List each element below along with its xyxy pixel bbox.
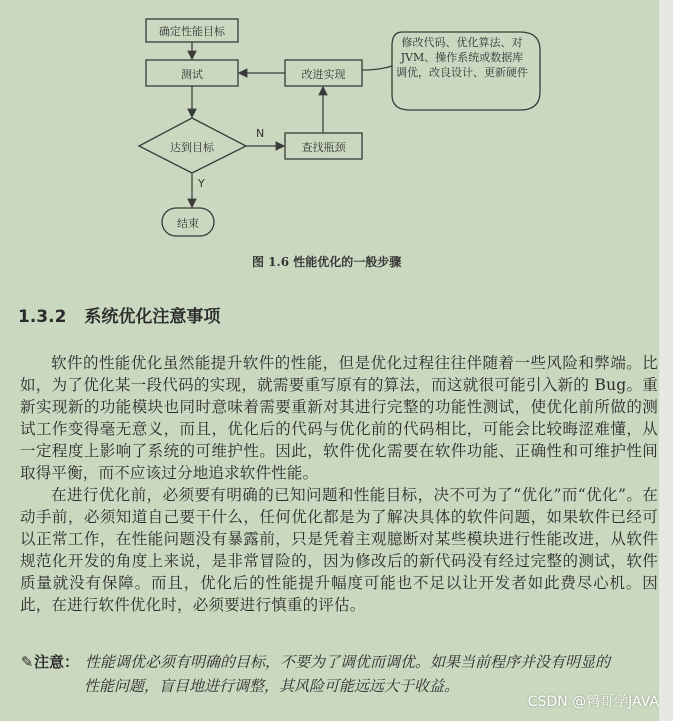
watermark: CSDN @鸨哥学JAVA bbox=[527, 694, 659, 710]
note-prefix-label: 注意： bbox=[34, 653, 80, 671]
node-end-label: 结束 bbox=[177, 217, 199, 230]
note-line-2: 性能问题，盲目地进行调整，其风险可能远远大于收益。 bbox=[84, 677, 460, 695]
improve-bubble-text: 修改代码、优化算法、对 JVM、操作系统或数据库调优，改良设计、更新硬件 bbox=[396, 36, 528, 79]
pencil-icon: ✎ bbox=[20, 653, 34, 671]
paragraph-2: 在进行优化前，必须要有明确的已知问题和性能目标，决不可为了“优化”而“优化”。在动手前，必须知道自己要干什么，任何优化都是为了解决具体的软件问题，如果软件已经可以正常工作，在性能问题没有暴露前，只是凭着主观臆断对某些模块进行性能改进，从软件规范化开发的角度上来说，是非常冒险的，因为修改后的新代码没有经过完整的测试，软件质量就没有保障。而且，优化后的性能提升幅度可能也不足以让开发者如此费尽心机。因此，在进行软件优化时，必须要进行慎重的评估。 bbox=[20, 486, 658, 614]
node-define-goal-label: 确定性能目标 bbox=[159, 25, 225, 38]
edge-no-label: N bbox=[256, 127, 265, 140]
node-test-label: 测试 bbox=[181, 68, 203, 81]
figure-caption: 图 1.6 性能优化的一般步骤 bbox=[252, 255, 402, 269]
body-text bbox=[20, 352, 658, 616]
note-prefix bbox=[20, 653, 79, 671]
note-line-1: 性能调优必须有明确的目标，不要为了调优而调优。如果当前程序并没有明显的 bbox=[85, 653, 611, 671]
paragraph-1: 软件的性能优化虽然能提升软件的性能，但是优化过程往往伴随着一些风险和弊端。比如，为了优化某一段代码的实现，就需要重写原有的算法，而这就很可能引入新的 Bug。重新实现新的功能模块也同时意味着需要重新对其进行完整的功能性测试，使优化前所做的测试工作变得毫无意义，而且，优化后的代码与优化前的代码相比，可能会比较晦涩难懂，从一定程度上影响了系统的可维护性。因此，软件优化需要在软件功能、正确性和可维护性间取得平衡，而不应该过分地追求软件性能。 bbox=[20, 354, 658, 482]
flowchart bbox=[0, 0, 673, 270]
node-find-bottleneck-label: 查找瓶颈 bbox=[301, 141, 346, 154]
edge-yes-label: Y bbox=[198, 177, 205, 190]
section-number: 1.3.2 bbox=[18, 307, 67, 327]
flowchart-shapes bbox=[0, 0, 673, 270]
section-title: 系统优化注意事项 bbox=[84, 307, 221, 327]
section-heading bbox=[18, 302, 220, 327]
node-reach-goal-label: 达到目标 bbox=[170, 141, 214, 154]
page-edge bbox=[659, 0, 673, 721]
node-improve-label: 改进实现 bbox=[301, 68, 346, 81]
